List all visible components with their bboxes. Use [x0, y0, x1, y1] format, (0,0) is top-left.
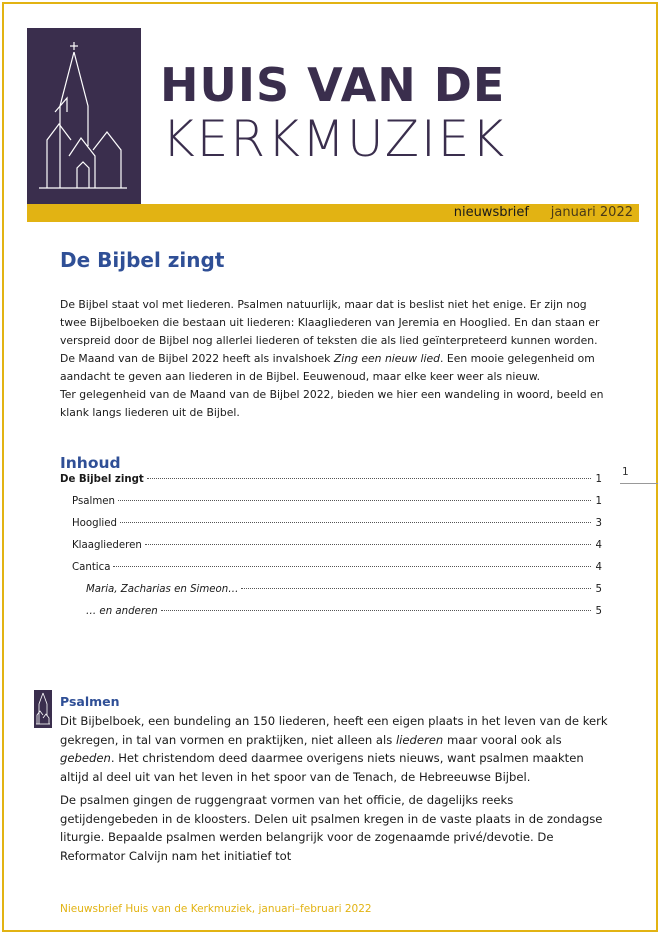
toc-leader-dots	[241, 588, 591, 589]
toc-entry[interactable]	[60, 584, 602, 600]
toc-leader-dots	[145, 544, 591, 545]
toc-title: Inhoud	[60, 454, 121, 472]
toc-entry-label: De Bijbel zingt	[60, 474, 144, 485]
toc-entry-page: 4	[595, 562, 602, 573]
psalmen-p1-italic-2: gebeden	[60, 751, 111, 765]
psalmen-p1-italic-1: liederen	[395, 732, 444, 747]
toc-entry-page: 1	[595, 474, 602, 485]
toc-entry-label: Psalmen	[72, 496, 115, 507]
newsletter-banner	[27, 204, 639, 222]
psalmen-paragraph-2: De psalmen gingen de ruggengraat vormen van het officie, de dagelijks reeks getijdengebeden in de kloosters. Delen uit psalmen kregen in de vaste plaats in de zondagse liturgie. Bepaalde psalmen werden belangrijk voor de zogenaamde privé/devotie. De Reformator Calvijn nam het initiatief tot	[60, 793, 603, 863]
psalmen-p1-b: maar vooral ook als	[443, 732, 562, 747]
toc-entry[interactable]	[60, 474, 602, 490]
toc-entry-label: Hooglied	[72, 518, 117, 529]
toc-entry-page: 5	[595, 584, 602, 595]
intro-p2-before: De Maand van de Bijbel 2022 heeft als invalshoek	[60, 352, 334, 365]
toc-entry-page: 3	[595, 518, 602, 529]
page-footer: Nieuwsbrief Huis van de Kerkmuziek, januari–februari 2022	[60, 903, 372, 915]
toc-entry[interactable]	[60, 606, 602, 622]
toc-leader-dots	[161, 610, 591, 611]
page-number-rule	[620, 483, 658, 484]
toc-entry-label: … en anderen	[86, 606, 158, 617]
toc-entry[interactable]	[60, 562, 602, 578]
mini-church-logo	[34, 690, 52, 728]
toc-entry-page: 5	[595, 606, 602, 617]
psalmen-p1-c: . Het christendom deed daarmee overigens niets nieuws, want psalmen maakten altijd al deel uit van het leven in het spoor van de Tenach, de Hebreeuwse Bijbel.	[60, 751, 584, 784]
toc-leader-dots	[120, 522, 591, 523]
church-logo	[27, 28, 141, 204]
toc-entry[interactable]	[60, 540, 602, 556]
intro-paragraph-2	[60, 350, 608, 386]
banner-label: nieuwsbrief	[453, 205, 529, 220]
intro-paragraph-1: De Bijbel staat vol met liederen. Psalmen natuurlijk, maar dat is beslist niet het enige. Er zijn nog twee Bijbelboeken die bestaan uit liederen: Klaagliederen van Jeremia en Hooglied. En dan staan er verspreid door de Bijbel nog allerlei liederen of teksten die als lied geïnterpreteerd kunnen worden.	[60, 298, 600, 347]
intro-p2-after: . Een mooie gelegenheid om aandacht te geven aan liederen in de Bijbel. Eeuwenoud, maar elke keer weer als nieuw.	[60, 352, 595, 383]
toc-entry[interactable]	[60, 496, 602, 512]
banner-date: januari 2022	[550, 205, 633, 220]
intro-p2-italic: Zing een nieuw lied	[333, 352, 441, 365]
toc-entry-label: Cantica	[72, 562, 111, 573]
toc-entry-page: 4	[595, 540, 602, 551]
toc-leader-dots	[118, 500, 591, 501]
psalmen-p1-a: Dit Bijbelboek, een bundeling an 150 liederen, heeft een eigen plaats in het leven van de kerk gekregen, in tal van vormen en praktijken, niet alleen als	[60, 714, 608, 747]
brand-title-line2: KERKMUZIEK	[162, 110, 507, 168]
mini-spire-icon	[34, 690, 52, 728]
psalmen-heading: Psalmen	[60, 694, 120, 709]
brand-title-line1: HUIS VAN DE	[160, 58, 506, 112]
toc-leader-dots	[147, 478, 591, 479]
section-title: De Bijbel zingt	[60, 248, 225, 272]
page-number: 1	[622, 466, 629, 478]
church-spire-icon	[27, 28, 141, 204]
psalmen-paragraph-1	[60, 712, 610, 786]
toc-entry-page: 1	[595, 496, 602, 507]
toc-entry-label: Klaagliederen	[72, 540, 142, 551]
toc-entry-label: Maria, Zacharias en Simeon…	[86, 584, 239, 595]
toc-leader-dots	[113, 566, 591, 567]
intro-text	[60, 296, 608, 422]
toc-entry[interactable]	[60, 518, 602, 534]
intro-paragraph-3: Ter gelegenheid van de Maand van de Bijbel 2022, bieden we hier een wandeling in woord, beeld en klank langs liederen uit de Bijbel.	[60, 388, 604, 419]
